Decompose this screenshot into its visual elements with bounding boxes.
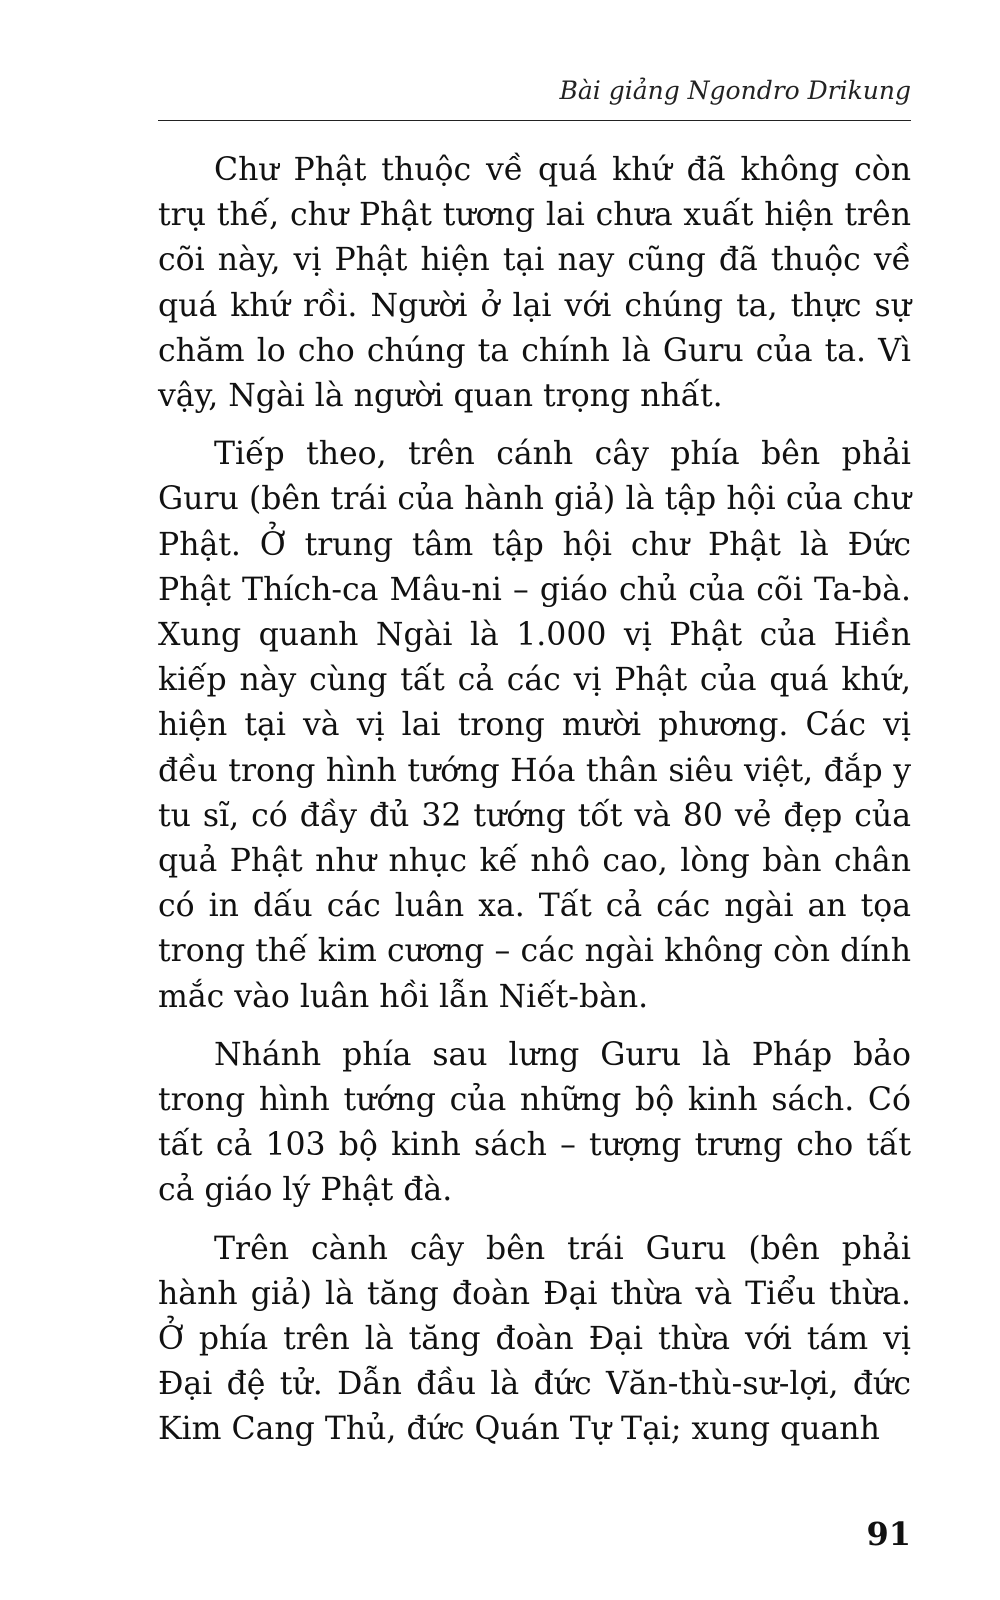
page-body xyxy=(158,148,911,1466)
paragraph: Tiếp theo, trên cánh cây phía bên phải Guru (bên trái của hành giả) là tập hội của chư Phật. Ở trung tâm tập hội chư Phật là Đức Phật Thích-ca Mâu-ni – giáo chủ của cõi Ta-bà. Xung quanh Ngài là 1.000 vị Phật của Hiền kiếp này cùng tất cả các vị Phật của quá khứ, hiện tại và vị lai trong mười phương. Các vị đều trong hình tướng Hóa thân siêu việt, đắp y tu sĩ, có đầy đủ 32 tướng tốt và 80 vẻ đẹp của quả Phật như nhục kế nhô cao, lòng bàn chân có in dấu các luân xa. Tất cả các ngài an tọa trong thế kim cương – các ngài không còn dính mắc vào luân hồi lẫn Niết-bàn. xyxy=(158,436,911,1015)
running-header xyxy=(158,72,911,121)
paragraph: Nhánh phía sau lưng Guru là Pháp bảo trong hình tướng của những bộ kinh sách. Có tất cả 103 bộ kinh sách – tượng trưng cho tất cả giáo lý Phật đà. xyxy=(158,1036,911,1209)
paragraph: Trên cành cây bên trái Guru (bên phải hành giả) là tăng đoàn Đại thừa và Tiểu thừa. Ở phía trên là tăng đoàn Đại thừa với tám vị Đại đệ tử. Dẫn đầu là đức Văn-thù-sư-lợi, đức Kim Cang Thủ, đức Quán Tự Tại; xung quanh xyxy=(158,1230,911,1448)
running-header-title: Bài giảng Ngondro Drikung xyxy=(559,76,911,105)
page-number: 91 xyxy=(866,1515,911,1553)
paragraph: Chư Phật thuộc về quá khứ đã không còn trụ thế, chư Phật tương lai chưa xuất hiện trên cõi này, vị Phật hiện tại nay cũng đã thuộc về quá khứ rồi. Người ở lại với chúng ta, thực sự chăm lo cho chúng ta chính là Guru của ta. Vì vậy, Ngài là người quan trọng nhất. xyxy=(158,152,911,415)
